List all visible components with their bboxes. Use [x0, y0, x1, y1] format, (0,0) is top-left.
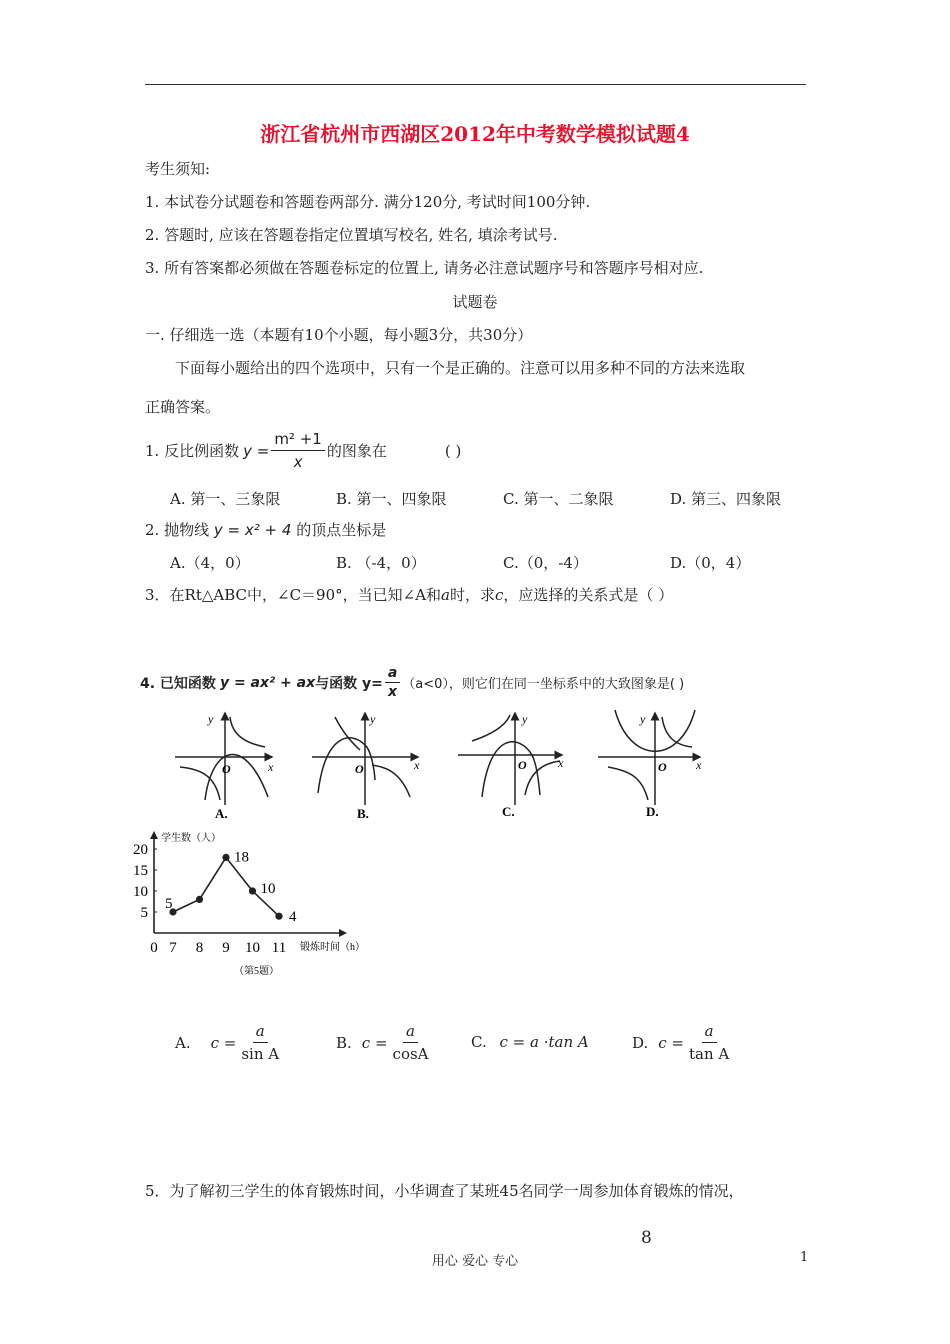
- q3-option-a-num: a: [253, 1020, 268, 1043]
- q1-option-d: D. 第三、四象限: [670, 490, 782, 508]
- q4-text-c: （a<0），则它们在同一坐标系中的大致图象是( ): [402, 677, 685, 692]
- q4-fraction: [385, 664, 400, 701]
- y-tick-label: 15: [133, 863, 148, 879]
- q3-option-c: [471, 1033, 589, 1051]
- y-axis-arrow: [150, 831, 158, 839]
- q4-fraction-num: a: [385, 664, 400, 683]
- notice-item-1: 1. 本试卷分试题卷和答题卷两部分. 满分120分, 考试时间100分钟.: [145, 193, 591, 211]
- data-point: [275, 913, 282, 920]
- q1-fraction: [271, 428, 325, 473]
- part1-intro-line2: 正确答案。: [145, 398, 221, 416]
- q2-formula: y = x² + 4: [213, 521, 292, 539]
- q4-graphs: [160, 705, 720, 825]
- part1-heading: 一. 仔细选一选（本题有10个小题，每小题3分，共30分）: [145, 326, 533, 344]
- q4-graph-a-x-label: x: [268, 760, 274, 774]
- y-tick-label: 20: [133, 842, 148, 858]
- q3-option-d-fraction: [686, 1020, 732, 1065]
- q4-graph-d-origin: O: [658, 760, 667, 774]
- q1-answer-paren: ( ): [444, 441, 462, 460]
- q3-option-d-label: D.: [632, 1033, 649, 1052]
- q2-option-c: C.（0，-4）: [503, 554, 588, 572]
- q1-fraction-den: x: [293, 453, 303, 471]
- section-title: 试题卷: [452, 293, 498, 311]
- q3-option-b-lhs: c =: [361, 1033, 388, 1052]
- q4-graph-label-b: B.: [357, 806, 369, 821]
- q4-graph-b-x-label: x: [414, 758, 420, 772]
- x-tick-label: 8: [195, 940, 204, 956]
- q4-formula: y = ax² + ax: [219, 674, 316, 691]
- q3-option-a-fraction: [238, 1020, 282, 1065]
- q3-text-b: 时，求: [450, 586, 496, 604]
- q3-text-a: 3．在Rt△ABC中，∠C＝90°，当已知∠A和: [145, 586, 442, 604]
- q3-option-d: [632, 1020, 734, 1065]
- q5-line-chart: [125, 828, 385, 983]
- q3-option-d-den: tan A: [689, 1045, 730, 1063]
- q4-graph-a-origin: O: [222, 762, 231, 776]
- q3-option-a-lhs: c =: [210, 1033, 237, 1052]
- q4-graph-d-y-label: y: [640, 712, 646, 726]
- q4-graph-c: [458, 712, 564, 805]
- q1-suffix: 的图象在: [326, 442, 387, 460]
- q5-stem: 5．为了解初三学生的体育锻炼时间，小华调查了某班45名同学一周参加体育锻炼的情况，: [145, 1182, 744, 1200]
- y-axis-title: 学生数（人）: [161, 833, 221, 844]
- q4-graph-c-y-label: y: [522, 712, 528, 726]
- q4-graph-d: [598, 710, 702, 805]
- q4-stem: [140, 664, 684, 701]
- notice-item-2: 2. 答题时, 应该在答题卷指定位置填写校名, 姓名, 填涂考试号.: [145, 226, 558, 244]
- page-number-mid: 8: [641, 1228, 652, 1248]
- q3-var-a: a: [441, 586, 450, 604]
- q2-option-b: B. （-4，0）: [336, 554, 426, 572]
- data-point: [249, 887, 256, 894]
- q3-option-c-text: c = a ·tan A: [499, 1033, 589, 1051]
- q4-graph-d-x-label: x: [696, 758, 702, 772]
- data-label: 5: [165, 896, 173, 912]
- q3-option-a-label: A.: [175, 1033, 191, 1052]
- q1-option-b: B. 第一、四象限: [336, 490, 447, 508]
- q4-fraction-den: x: [388, 684, 398, 700]
- q4-graph-a: [175, 712, 274, 805]
- q2-suffix: 的顶点坐标是: [296, 521, 387, 539]
- data-point: [222, 854, 229, 861]
- q3-option-a: [175, 1020, 284, 1065]
- footer-page-number: 1: [800, 1250, 809, 1265]
- x-axis-title: 锻炼时间（h）: [300, 942, 365, 953]
- q2-stem: [145, 519, 386, 540]
- q4-graph-c-x-label: x: [558, 756, 564, 770]
- part1-intro-line1: 下面每小题给出的四个选项中，只有一个是正确的。注意可以用多种不同的方法来选取: [175, 359, 746, 377]
- q4-text-b: 与函数 y=: [315, 675, 383, 692]
- q4-text-a: 4. 已知函数: [140, 675, 216, 692]
- q4-graph-label-c: C.: [502, 804, 515, 819]
- q4-graph-b-origin: O: [355, 762, 364, 776]
- q3-option-b-label: B.: [336, 1033, 352, 1052]
- q1-stem: [145, 428, 461, 473]
- x-tick-label: 9: [222, 940, 230, 956]
- q2-option-d: D.（0，4）: [670, 554, 751, 572]
- footer-slogan: 用心 爱心 专心: [431, 1254, 519, 1269]
- y-tick-label: 10: [133, 884, 148, 900]
- q4-graph-a-y-label: y: [208, 712, 214, 726]
- y-tick-label: 5: [140, 905, 148, 921]
- q3-option-d-num: a: [702, 1020, 717, 1043]
- q3-option-b-den: cosA: [392, 1045, 429, 1063]
- x-axis-arrow: [339, 929, 347, 937]
- notice-heading: 考生须知:: [145, 160, 211, 178]
- notice-item-3: 3. 所有答案都必须做在答题卷标定的位置上, 请务必注意试题序号和答题序号相对应.: [145, 259, 704, 277]
- x-tick-label: 11: [271, 940, 287, 956]
- data-label: 18: [234, 849, 249, 866]
- q4-graph-b-y-label: y: [370, 712, 376, 726]
- top-rule: [145, 84, 806, 85]
- q4-graph-label-d: D.: [646, 804, 659, 819]
- q1-option-a: A. 第一、三象限: [170, 490, 281, 508]
- q3-option-b-fraction: [390, 1020, 432, 1065]
- page-title: 浙江省杭州市西湖区2012年中考数学模拟试题4: [260, 122, 690, 146]
- q3-option-a-den: sin A: [241, 1045, 280, 1063]
- q3-option-b-num: a: [403, 1020, 418, 1043]
- q3-option-d-lhs: c =: [658, 1033, 685, 1052]
- q3-text-c: ，应选择的关系式是（ ）: [503, 586, 674, 604]
- chart-caption: （第5题）: [234, 966, 279, 977]
- q3-option-b: [336, 1020, 434, 1065]
- data-label: 4: [289, 909, 297, 926]
- q1-prefix: 1. 反比例函数: [145, 442, 240, 460]
- data-point: [196, 896, 203, 903]
- q3-var-c: c: [495, 586, 504, 604]
- q2-option-a: A.（4，0）: [170, 554, 250, 572]
- data-label: 10: [260, 881, 276, 897]
- q1-fraction-num: m² +1: [271, 428, 325, 451]
- q1-lhs: y =: [243, 441, 270, 460]
- q4-graph-c-origin: O: [518, 758, 527, 772]
- q3-option-c-label: C.: [471, 1033, 487, 1051]
- q4-graph-label-a: A.: [215, 806, 228, 821]
- x-tick-label: 7: [169, 940, 177, 956]
- q3-stem: [145, 584, 673, 605]
- q2-prefix: 2. 抛物线: [145, 521, 210, 539]
- x-tick-label: 0: [150, 940, 158, 956]
- q4-graph-b: [312, 712, 420, 805]
- x-tick-label: 10: [245, 940, 260, 956]
- q1-option-c: C. 第一、二象限: [503, 490, 614, 508]
